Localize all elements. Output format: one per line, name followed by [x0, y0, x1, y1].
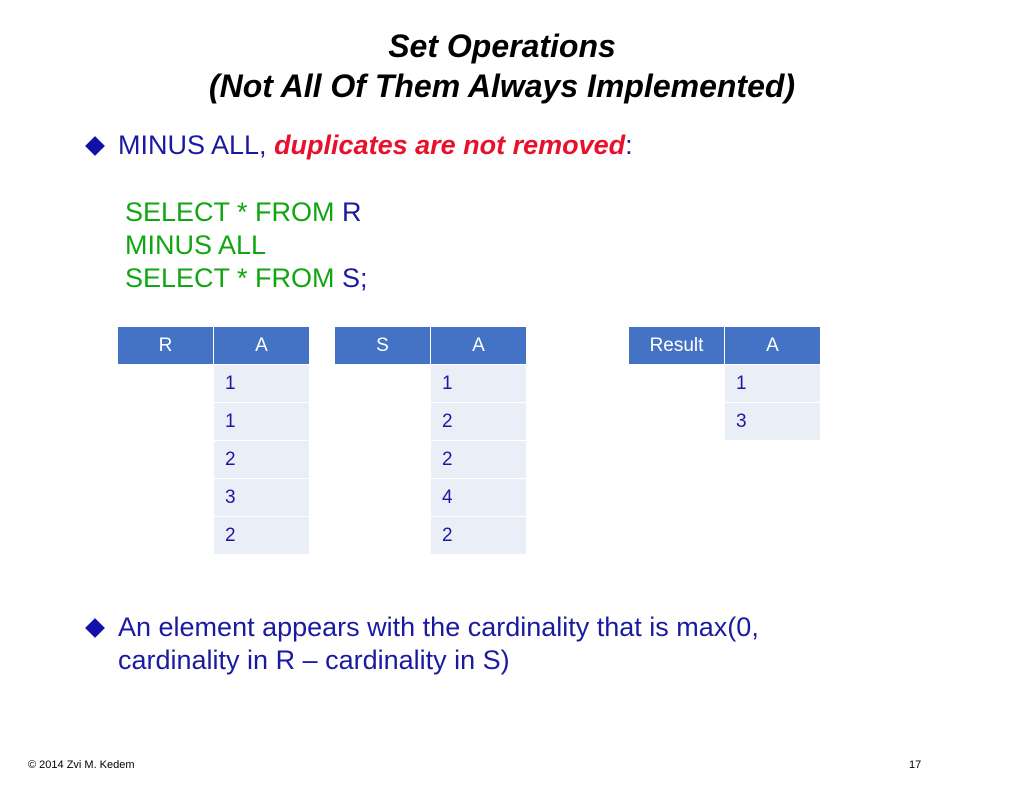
bullet-suffix: : [625, 130, 633, 160]
table-row [118, 517, 310, 555]
sql-keyword: SELECT * FROM [125, 197, 343, 227]
bullet-cardinality [84, 611, 759, 677]
table-cell: 2 [214, 517, 310, 555]
table-row [335, 479, 527, 517]
table-name-header: R [118, 327, 214, 365]
table-cell: 2 [431, 517, 527, 555]
table-row [629, 403, 821, 441]
table-row [335, 403, 527, 441]
table-s [334, 326, 527, 555]
table-column-header: A [214, 327, 310, 365]
bullet-text [118, 611, 759, 677]
title-line-1: Set Operations [388, 28, 616, 64]
table-r [117, 326, 310, 555]
table-row [118, 365, 310, 403]
bullet-text [118, 129, 633, 162]
table-row [118, 441, 310, 479]
bullet-line-2: cardinality in R – cardinality in S) [118, 645, 510, 675]
table-name-header: Result [629, 327, 725, 365]
table-header-row [629, 327, 821, 365]
sql-relation-name: R [342, 197, 362, 227]
table-result [628, 326, 821, 441]
bullet-minus-all [84, 129, 633, 162]
table-header-row [118, 327, 310, 365]
table-cell: 1 [214, 403, 310, 441]
table-row [335, 517, 527, 555]
bullet-prefix: MINUS ALL, [118, 130, 275, 160]
table-row [629, 365, 821, 403]
title-line-2: (Not All Of Them Always Implemented) [208, 68, 796, 104]
sql-line-1 [125, 196, 368, 229]
table-cell: 3 [725, 403, 821, 441]
table-row [335, 365, 527, 403]
sql-line-2 [125, 229, 368, 262]
table-column-header: A [725, 327, 821, 365]
sql-line-3 [125, 262, 368, 295]
sql-example [125, 196, 368, 295]
sql-keyword: SELECT * FROM [125, 263, 343, 293]
bullet-emphasis: duplicates are not removed [274, 130, 626, 160]
bullet-line-1: An element appears with the cardinality that is max(0, [118, 612, 759, 642]
diamond-bullet-icon [85, 618, 105, 638]
table-cell: 1 [431, 365, 527, 403]
slide-title [0, 26, 1004, 106]
table-cell: 1 [725, 365, 821, 403]
sql-keyword: MINUS ALL [125, 230, 267, 260]
table-row [335, 441, 527, 479]
table-cell: 1 [214, 365, 310, 403]
table-cell: 2 [214, 441, 310, 479]
footer-copyright: © 2014 Zvi M. Kedem [28, 759, 135, 771]
table-name-header: S [335, 327, 431, 365]
table-cell: 2 [431, 403, 527, 441]
sql-relation-name: S; [342, 263, 368, 293]
table-column-header: A [431, 327, 527, 365]
table-header-row [335, 327, 527, 365]
table-row [118, 403, 310, 441]
table-cell: 2 [431, 441, 527, 479]
diamond-bullet-icon [85, 136, 105, 156]
page-number: 17 [909, 759, 922, 771]
table-cell: 3 [214, 479, 310, 517]
table-cell: 4 [431, 479, 527, 517]
table-row [118, 479, 310, 517]
